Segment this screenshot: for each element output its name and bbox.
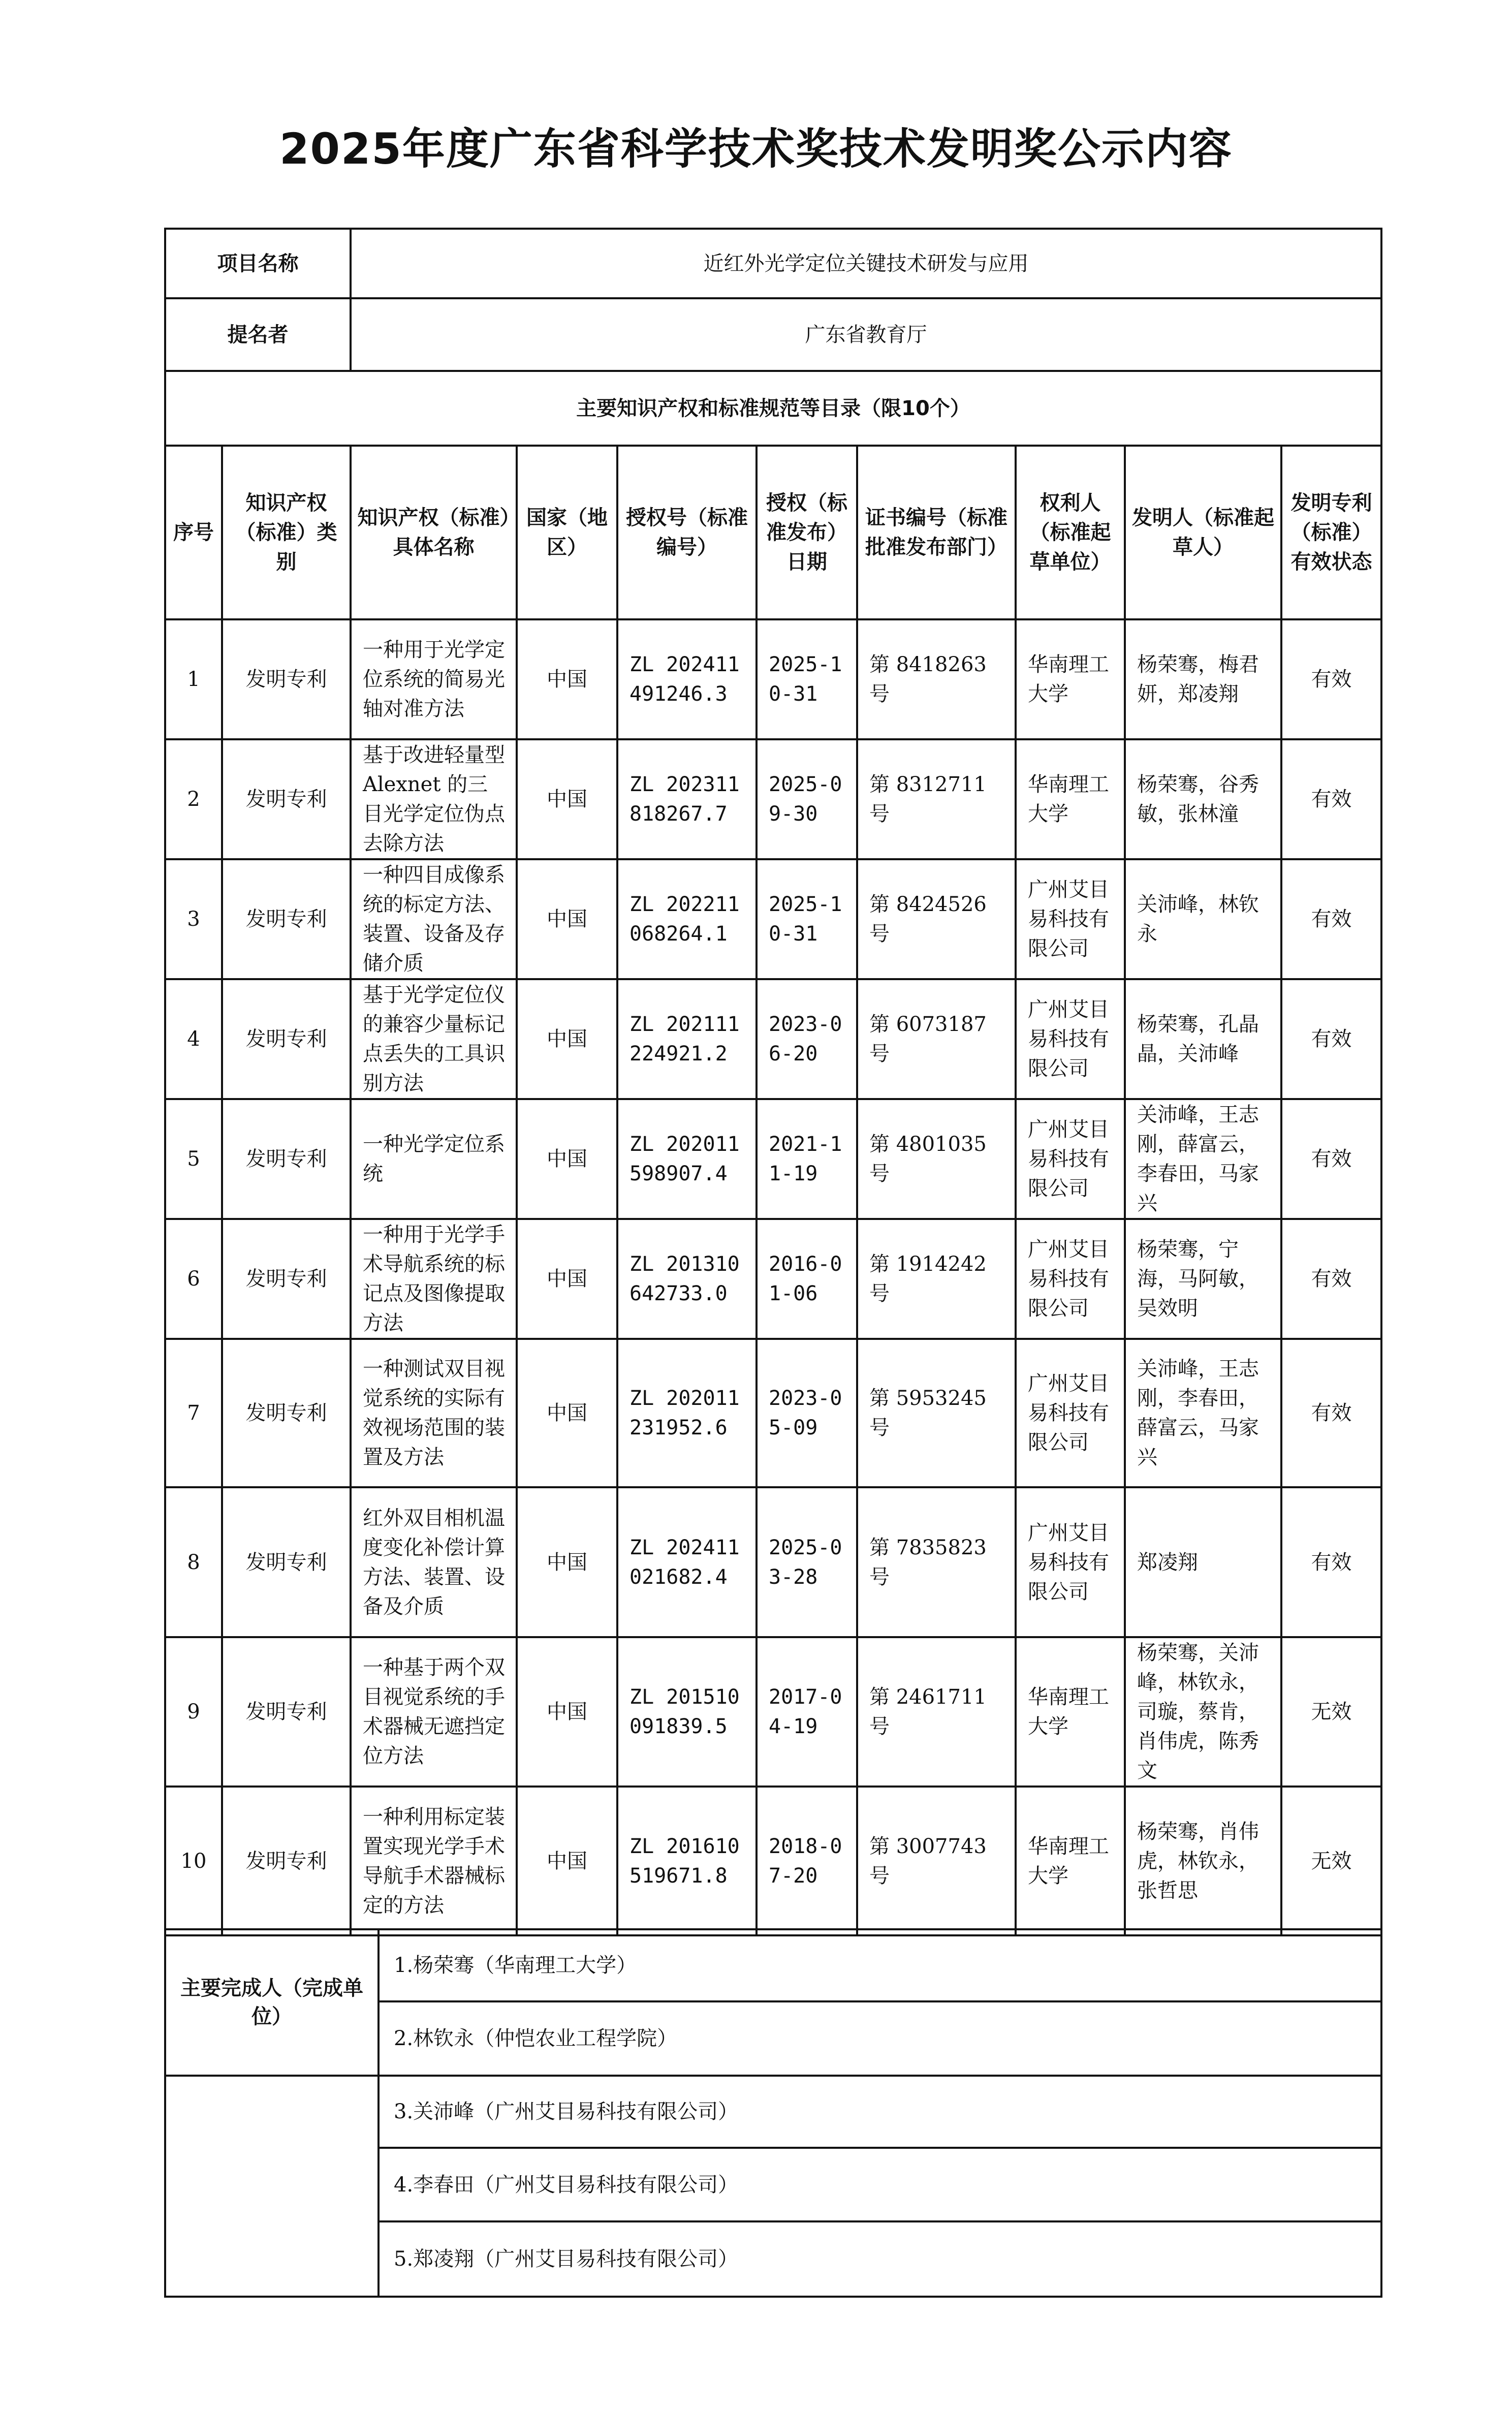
completer-item: 1.杨荣骞（华南理工大学） xyxy=(379,1929,1381,2001)
cell-name: 一种基于两个双目视觉系统的手术器械无遮挡定位方法 xyxy=(351,1637,517,1787)
completers-table xyxy=(164,1928,1382,2298)
header-status: 发明专利（标准）有效状态 xyxy=(1281,446,1381,619)
cell-status: 有效 xyxy=(1281,619,1381,739)
cell-name: 基于光学定位仪的兼容少量标记点丢失的工具识别方法 xyxy=(351,979,517,1099)
cell-date: 2017-04-19 xyxy=(757,1637,857,1787)
table-row xyxy=(165,1339,1381,1487)
cell-date: 2021-11-19 xyxy=(757,1099,857,1219)
cell-country: 中国 xyxy=(517,1339,617,1487)
cell-owner: 广州艾目易科技有限公司 xyxy=(1016,1099,1125,1219)
cell-seq: 6 xyxy=(165,1219,222,1339)
cell-seq: 7 xyxy=(165,1339,222,1487)
header-cert-no: 证书编号（标准批准发布部门） xyxy=(857,446,1016,619)
cell-country: 中国 xyxy=(517,619,617,739)
table-row xyxy=(165,1099,1381,1219)
cell-grant-no: ZL 202311818267.7 xyxy=(617,739,757,859)
cell-country: 中国 xyxy=(517,1637,617,1787)
cell-name: 一种测试双目视觉系统的实际有效视场范围的装置及方法 xyxy=(351,1339,517,1487)
cell-cert: 第 8312711 号 xyxy=(857,739,1016,859)
cell-grant-no: ZL 202011231952.6 xyxy=(617,1339,757,1487)
cell-type: 发明专利 xyxy=(222,1787,351,1935)
completer-item: 3.关沛峰（广州艾目易科技有限公司） xyxy=(379,2076,1381,2148)
header-grant-no: 授权号（标准编号） xyxy=(617,446,757,619)
table-row xyxy=(165,1787,1381,1935)
cell-type: 发明专利 xyxy=(222,1099,351,1219)
table-row xyxy=(165,1637,1381,1787)
completer-item: 5.郑凌翔（广州艾目易科技有限公司） xyxy=(379,2221,1381,2297)
cell-type: 发明专利 xyxy=(222,859,351,979)
cell-country: 中国 xyxy=(517,1219,617,1339)
table-row xyxy=(165,979,1381,1099)
project-name-label: 项目名称 xyxy=(165,229,351,298)
cell-inventors: 杨荣骞，关沛峰，林钦永，司璇，蔡肯，肖伟虎，陈秀文 xyxy=(1125,1637,1281,1787)
project-name-value: 近红外光学定位关键技术研发与应用 xyxy=(351,229,1381,298)
completer-row xyxy=(165,1929,1381,2001)
completer-item: 2.林钦永（仲恺农业工程学院） xyxy=(379,2001,1381,2076)
cell-country: 中国 xyxy=(517,1487,617,1637)
cell-inventors: 关沛峰，王志刚，李春田，薛富云，马家兴 xyxy=(1125,1339,1281,1487)
cell-seq: 4 xyxy=(165,979,222,1099)
cell-status: 有效 xyxy=(1281,859,1381,979)
ip-header-row xyxy=(165,446,1381,619)
cell-country: 中国 xyxy=(517,1787,617,1935)
cell-grant-no: ZL 201310642733.0 xyxy=(617,1219,757,1339)
cell-status: 有效 xyxy=(1281,979,1381,1099)
cell-cert: 第 1914242 号 xyxy=(857,1219,1016,1339)
completer-row xyxy=(165,2076,1381,2148)
cell-status: 有效 xyxy=(1281,1219,1381,1339)
cell-country: 中国 xyxy=(517,859,617,979)
cell-status: 有效 xyxy=(1281,1099,1381,1219)
cell-grant-no: ZL 201510091839.5 xyxy=(617,1637,757,1787)
completers-label: 主要完成人（完成单位） xyxy=(165,1929,379,2076)
cell-cert: 第 2461711 号 xyxy=(857,1637,1016,1787)
cell-owner: 华南理工大学 xyxy=(1016,739,1125,859)
project-name-row xyxy=(165,229,1381,298)
cell-cert: 第 6073187 号 xyxy=(857,979,1016,1099)
cell-name: 基于改进轻量型 Alexnet 的三目光学定位伪点去除方法 xyxy=(351,739,517,859)
cell-date: 2023-06-20 xyxy=(757,979,857,1099)
cell-inventors: 关沛峰，王志刚，薛富云，李春田，马家兴 xyxy=(1125,1099,1281,1219)
cell-date: 2025-03-28 xyxy=(757,1487,857,1637)
header-country: 国家（地区） xyxy=(517,446,617,619)
cell-status: 有效 xyxy=(1281,739,1381,859)
cell-inventors: 杨荣骞，梅君妍，郑凌翔 xyxy=(1125,619,1281,739)
cell-type: 发明专利 xyxy=(222,1637,351,1787)
cell-owner: 广州艾目易科技有限公司 xyxy=(1016,1219,1125,1339)
cell-status: 有效 xyxy=(1281,1487,1381,1637)
cell-seq: 1 xyxy=(165,619,222,739)
cell-inventors: 关沛峰，林钦永 xyxy=(1125,859,1281,979)
cell-owner: 华南理工大学 xyxy=(1016,619,1125,739)
cell-grant-no: ZL 202411491246.3 xyxy=(617,619,757,739)
ip-section-title-row xyxy=(165,371,1381,446)
completers-label-empty xyxy=(165,2076,379,2297)
table-row xyxy=(165,619,1381,739)
cell-inventors: 杨荣骞，谷秀敏，张林潼 xyxy=(1125,739,1281,859)
page-title: 2025年度广东省科学技术奖技术发明奖公示内容 xyxy=(279,124,1233,174)
cell-owner: 华南理工大学 xyxy=(1016,1637,1125,1787)
cell-date: 2025-10-31 xyxy=(757,859,857,979)
cell-status: 无效 xyxy=(1281,1637,1381,1787)
nominator-label: 提名者 xyxy=(165,298,351,371)
cell-cert: 第 3007743 号 xyxy=(857,1787,1016,1935)
cell-date: 2025-09-30 xyxy=(757,739,857,859)
cell-date: 2016-01-06 xyxy=(757,1219,857,1339)
cell-inventors: 杨荣骞，孔晶晶，关沛峰 xyxy=(1125,979,1281,1099)
cell-date: 2025-10-31 xyxy=(757,619,857,739)
cell-name: 一种光学定位系统 xyxy=(351,1099,517,1219)
header-ip-name: 知识产权（标准）具体名称 xyxy=(351,446,517,619)
cell-cert: 第 8418263 号 xyxy=(857,619,1016,739)
table-row xyxy=(165,1487,1381,1637)
cell-type: 发明专利 xyxy=(222,1339,351,1487)
cell-type: 发明专利 xyxy=(222,739,351,859)
ip-section-title: 主要知识产权和标准规范等目录（限10个） xyxy=(165,371,1381,446)
header-grant-date: 授权（标准发布）日期 xyxy=(757,446,857,619)
nominator-row xyxy=(165,298,1381,371)
cell-cert: 第 7835823 号 xyxy=(857,1487,1016,1637)
award-table xyxy=(164,228,1382,1936)
table-row xyxy=(165,859,1381,979)
cell-type: 发明专利 xyxy=(222,1487,351,1637)
cell-inventors: 杨荣骞，肖伟虎，林钦永，张哲思 xyxy=(1125,1787,1281,1935)
cell-owner: 广州艾目易科技有限公司 xyxy=(1016,1339,1125,1487)
cell-status: 有效 xyxy=(1281,1339,1381,1487)
cell-seq: 10 xyxy=(165,1787,222,1935)
cell-grant-no: ZL 202411021682.4 xyxy=(617,1487,757,1637)
table-row xyxy=(165,739,1381,859)
cell-date: 2018-07-20 xyxy=(757,1787,857,1935)
cell-cert: 第 8424526 号 xyxy=(857,859,1016,979)
header-ip-type: 知识产权（标准）类别 xyxy=(222,446,351,619)
nominator-value: 广东省教育厅 xyxy=(351,298,1381,371)
cell-name: 红外双目相机温度变化补偿计算方法、装置、设备及介质 xyxy=(351,1487,517,1637)
cell-cert: 第 4801035 号 xyxy=(857,1099,1016,1219)
cell-name: 一种用于光学定位系统的简易光轴对准方法 xyxy=(351,619,517,739)
cell-name: 一种用于光学手术导航系统的标记点及图像提取方法 xyxy=(351,1219,517,1339)
cell-country: 中国 xyxy=(517,979,617,1099)
cell-country: 中国 xyxy=(517,739,617,859)
cell-type: 发明专利 xyxy=(222,1219,351,1339)
header-inventors: 发明人（标准起草人） xyxy=(1125,446,1281,619)
cell-grant-no: ZL 202211068264.1 xyxy=(617,859,757,979)
cell-grant-no: ZL 202111224921.2 xyxy=(617,979,757,1099)
cell-grant-no: ZL 201610519671.8 xyxy=(617,1787,757,1935)
cell-type: 发明专利 xyxy=(222,979,351,1099)
cell-seq: 5 xyxy=(165,1099,222,1219)
cell-name: 一种利用标定装置实现光学手术导航手术器械标定的方法 xyxy=(351,1787,517,1935)
cell-inventors: 杨荣骞，宁海，马阿敏，吴效明 xyxy=(1125,1219,1281,1339)
cell-seq: 9 xyxy=(165,1637,222,1787)
cell-grant-no: ZL 202011598907.4 xyxy=(617,1099,757,1219)
cell-seq: 8 xyxy=(165,1487,222,1637)
cell-seq: 3 xyxy=(165,859,222,979)
header-owner: 权利人（标准起草单位） xyxy=(1016,446,1125,619)
completer-item: 4.李春田（广州艾目易科技有限公司） xyxy=(379,2148,1381,2221)
cell-owner: 华南理工大学 xyxy=(1016,1787,1125,1935)
cell-owner: 广州艾目易科技有限公司 xyxy=(1016,859,1125,979)
cell-name: 一种四目成像系统的标定方法、装置、设备及存储介质 xyxy=(351,859,517,979)
header-seq: 序号 xyxy=(165,446,222,619)
cell-country: 中国 xyxy=(517,1099,617,1219)
cell-date: 2023-05-09 xyxy=(757,1339,857,1487)
cell-owner: 广州艾目易科技有限公司 xyxy=(1016,979,1125,1099)
cell-seq: 2 xyxy=(165,739,222,859)
cell-type: 发明专利 xyxy=(222,619,351,739)
cell-owner: 广州艾目易科技有限公司 xyxy=(1016,1487,1125,1637)
table-row xyxy=(165,1219,1381,1339)
cell-cert: 第 5953245 号 xyxy=(857,1339,1016,1487)
cell-inventors: 郑凌翔 xyxy=(1125,1487,1281,1637)
cell-status: 无效 xyxy=(1281,1787,1381,1935)
